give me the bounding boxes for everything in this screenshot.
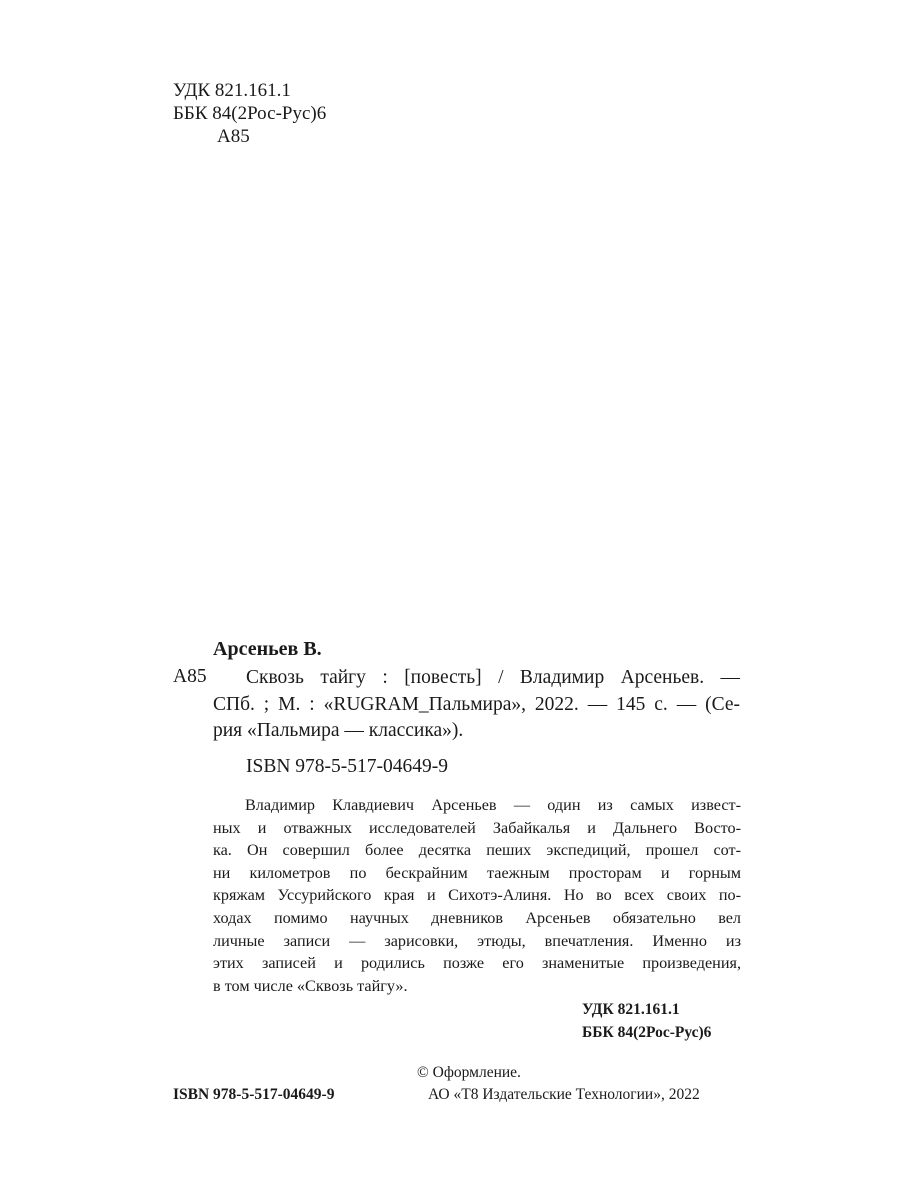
annotation-line-8: этих записей и родились позже его знаменитые произведения, — [213, 954, 741, 973]
entry-description — [213, 665, 740, 745]
annotation-line-1: Владимир Клавдиевич Арсеньев — один из самых извест- — [245, 796, 741, 814]
entry-line-3: рия «Пальмира — классика»). — [213, 720, 464, 741]
annotation-paragraph — [213, 794, 741, 997]
annotation-line-3: ка. Он совершил более десятка пеших экспедиций, прошел сот- — [213, 841, 741, 860]
entry-line-1: Сквозь тайгу : [повесть] / Владимир Арсеньев. — — [246, 667, 740, 688]
annotation-line-7: личные записи — зарисовки, этюды, впечатления. Именно из — [213, 931, 741, 950]
annotation-line-6: ходах помимо научных дневников Арсеньев обязательно вел — [213, 908, 741, 927]
entry-line-2: СПб. ; М. : «RUGRAM_Пальмира», 2022. — 145 с. — (Се- — [213, 693, 740, 715]
annotation-line-4: ни километров по бескрайним таежным просторам и горным — [213, 863, 741, 882]
footer-bbk: ББК 84(2Рос-Рус)6 — [582, 1024, 712, 1041]
copyright-line-1: © Оформление. — [417, 1064, 521, 1081]
footer-udk: УДК 821.161.1 — [582, 1001, 680, 1018]
header-udk: УДК 821.161.1 — [173, 80, 291, 101]
annotation-line-9: в том числе «Сквозь тайгу». — [213, 976, 408, 995]
entry-author: Арсеньев В. — [213, 638, 322, 660]
footer-isbn: ISBN 978-5-517-04649-9 — [173, 1086, 335, 1103]
entry-isbn: ISBN 978-5-517-04649-9 — [246, 756, 449, 777]
entry-side-code: А85 — [173, 666, 207, 687]
annotation-line-2: ных и отважных исследователей Забайкалья и Дальнего Восто- — [213, 818, 741, 837]
copyright-line-2: АО «Т8 Издательские Технологии», 2022 — [428, 1086, 700, 1103]
header-bbk: ББК 84(2Рос-Рус)6 — [173, 103, 327, 124]
annotation-line-5: кряжам Уссурийского края и Сихотэ-Алиня. Но во всех своих по- — [213, 886, 741, 905]
header-author-code: А85 — [217, 126, 250, 147]
